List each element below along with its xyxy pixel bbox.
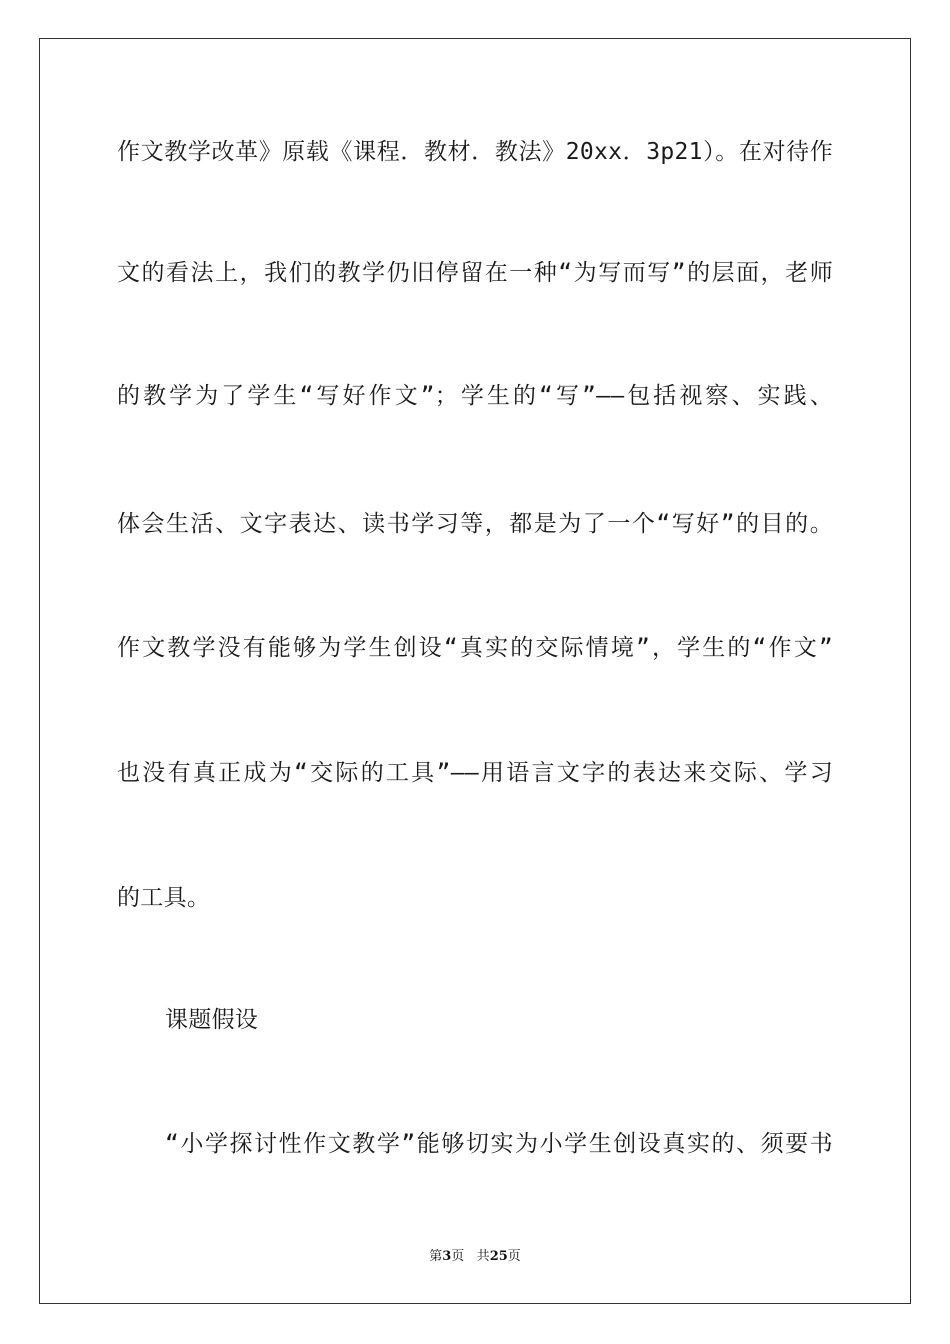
section-heading: 课题假设 (165, 1007, 259, 1033)
body-text-line-5: 作文教学没有能够为学生创设“真实的交际情境”，学生的“作文” (117, 635, 833, 661)
body-text-line-6: 也没有真正成为“交际的工具”——用语言文字的表达来交际、学习 (117, 760, 833, 786)
page-footer (0, 1248, 950, 1266)
body-text-line-3: 的教学为了学生“写好作文”；学生的“写”——包括视察、实践、 (117, 383, 833, 409)
footer-total-prefix: 共 (476, 1249, 490, 1264)
body-text-line-2: 文的看法上，我们的教学仍旧停留在一种“为写而写”的层面，老师 (117, 260, 833, 286)
body-text-line-4: 体会生活、文字表达、读书学习等，都是为了一个“写好”的目的。 (117, 511, 833, 537)
page-frame (39, 38, 911, 1304)
footer-page-prefix: 第 (429, 1249, 443, 1264)
footer-page-suffix: 页 (451, 1249, 465, 1264)
paragraph-start-line: “小学探讨性作文教学”能够切实为小学生创设真实的、须要书 (165, 1131, 833, 1157)
body-text-line-7: 的工具。 (117, 885, 211, 911)
footer-total-pages: 25 (489, 1249, 508, 1264)
footer-page-number: 3 (442, 1249, 452, 1264)
body-text-line-1: 作文教学改革》原载《课程．教材．教法》20xx．3p21）。在对待作 (117, 139, 833, 165)
footer-total-suffix: 页 (507, 1249, 521, 1264)
